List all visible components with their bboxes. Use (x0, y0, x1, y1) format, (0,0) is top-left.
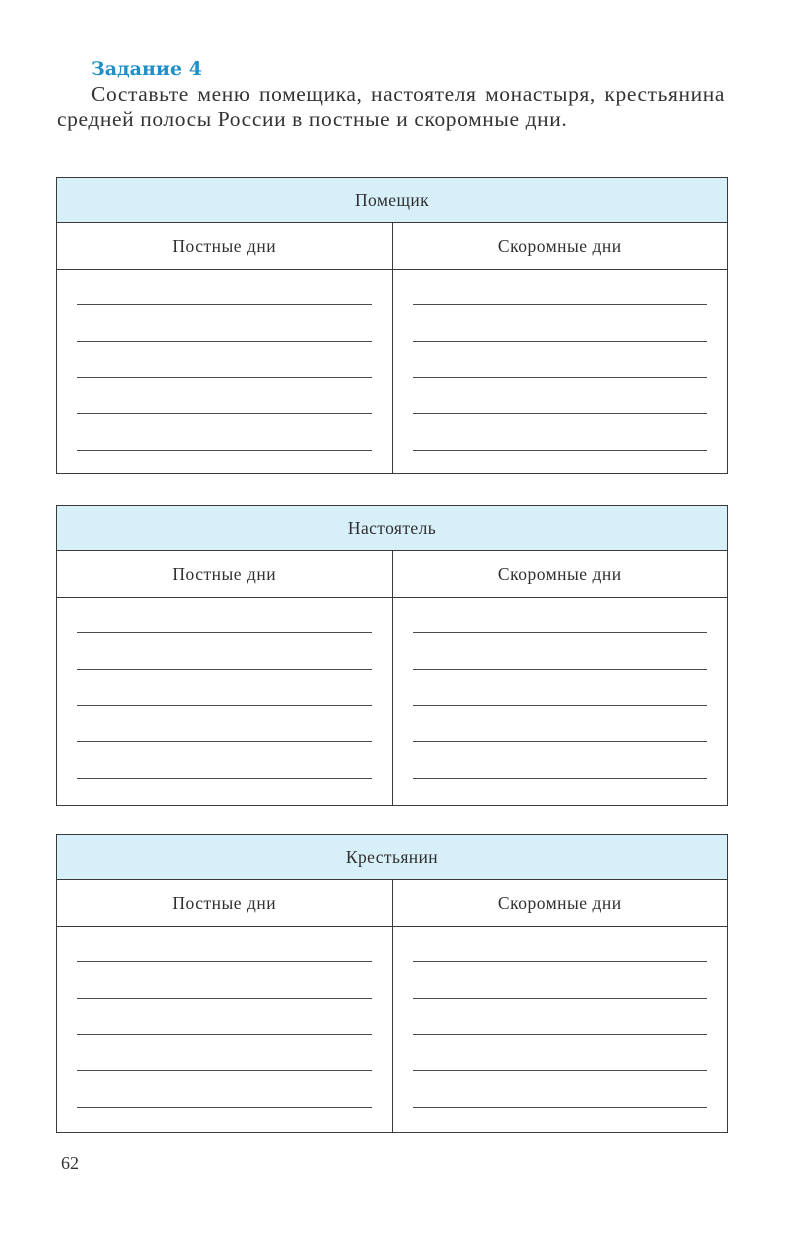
column-headers (57, 880, 727, 927)
answer-line[interactable] (77, 413, 372, 414)
answer-line[interactable] (413, 304, 708, 305)
answer-line[interactable] (413, 1034, 708, 1035)
page-number: 62 (61, 1153, 79, 1173)
fast-days-answer-area[interactable] (57, 927, 393, 1132)
answer-line[interactable] (77, 705, 372, 706)
table-title: Помещик (57, 178, 727, 223)
column-header-fast-days: Постные дни (57, 551, 393, 597)
answer-line[interactable] (413, 413, 708, 414)
answer-line[interactable] (413, 632, 708, 633)
answer-line[interactable] (413, 961, 708, 962)
table-body (57, 927, 727, 1132)
meat-days-answer-area[interactable] (393, 598, 728, 805)
column-header-meat-days: Скоромные дни (497, 235, 622, 256)
answer-line[interactable] (413, 1107, 708, 1108)
answer-line[interactable] (77, 1070, 372, 1071)
menu-table-pomeshchik (56, 177, 728, 474)
answer-line[interactable] (77, 1107, 372, 1108)
answer-line[interactable] (77, 669, 372, 670)
answer-line[interactable] (77, 778, 372, 779)
answer-line[interactable] (413, 669, 708, 670)
answer-line[interactable] (77, 304, 372, 305)
menu-table-nastoyatel (56, 505, 728, 806)
menu-table-krestyanin (56, 834, 728, 1133)
task-text: Составьте меню помещика, настоятеля монастыря, крестьянина средней полосы России в постные и скоромные дни. (57, 82, 725, 131)
table-body (57, 598, 727, 805)
answer-line[interactable] (413, 377, 708, 378)
meat-days-answer-area[interactable] (393, 927, 728, 1132)
fast-days-answer-area[interactable] (57, 598, 393, 805)
answer-line[interactable] (413, 341, 708, 342)
answer-line[interactable] (77, 632, 372, 633)
answer-line[interactable] (413, 450, 708, 451)
answer-line[interactable] (413, 1070, 708, 1071)
answer-line[interactable] (413, 778, 708, 779)
answer-line[interactable] (77, 341, 372, 342)
answer-line[interactable] (413, 741, 708, 742)
column-header-meat-days: Скоромные дни (497, 892, 622, 913)
column-header-fast-days: Постные дни (57, 223, 393, 269)
column-header-meat-days: Скоромные дни (497, 563, 622, 584)
fast-days-answer-area[interactable] (57, 270, 393, 473)
answer-line[interactable] (77, 741, 372, 742)
answer-line[interactable] (413, 998, 708, 999)
table-body (57, 270, 727, 473)
answer-line[interactable] (77, 961, 372, 962)
table-title: Крестьянин (57, 835, 727, 880)
answer-line[interactable] (77, 377, 372, 378)
meat-days-answer-area[interactable] (393, 270, 728, 473)
column-header-fast-days: Постные дни (57, 880, 393, 926)
answer-line[interactable] (77, 450, 372, 451)
answer-line[interactable] (413, 705, 708, 706)
task-title: Задание 4 (91, 58, 202, 80)
column-headers (57, 551, 727, 598)
table-title: Настоятель (57, 506, 727, 551)
column-headers (57, 223, 727, 270)
answer-line[interactable] (77, 998, 372, 999)
answer-line[interactable] (77, 1034, 372, 1035)
